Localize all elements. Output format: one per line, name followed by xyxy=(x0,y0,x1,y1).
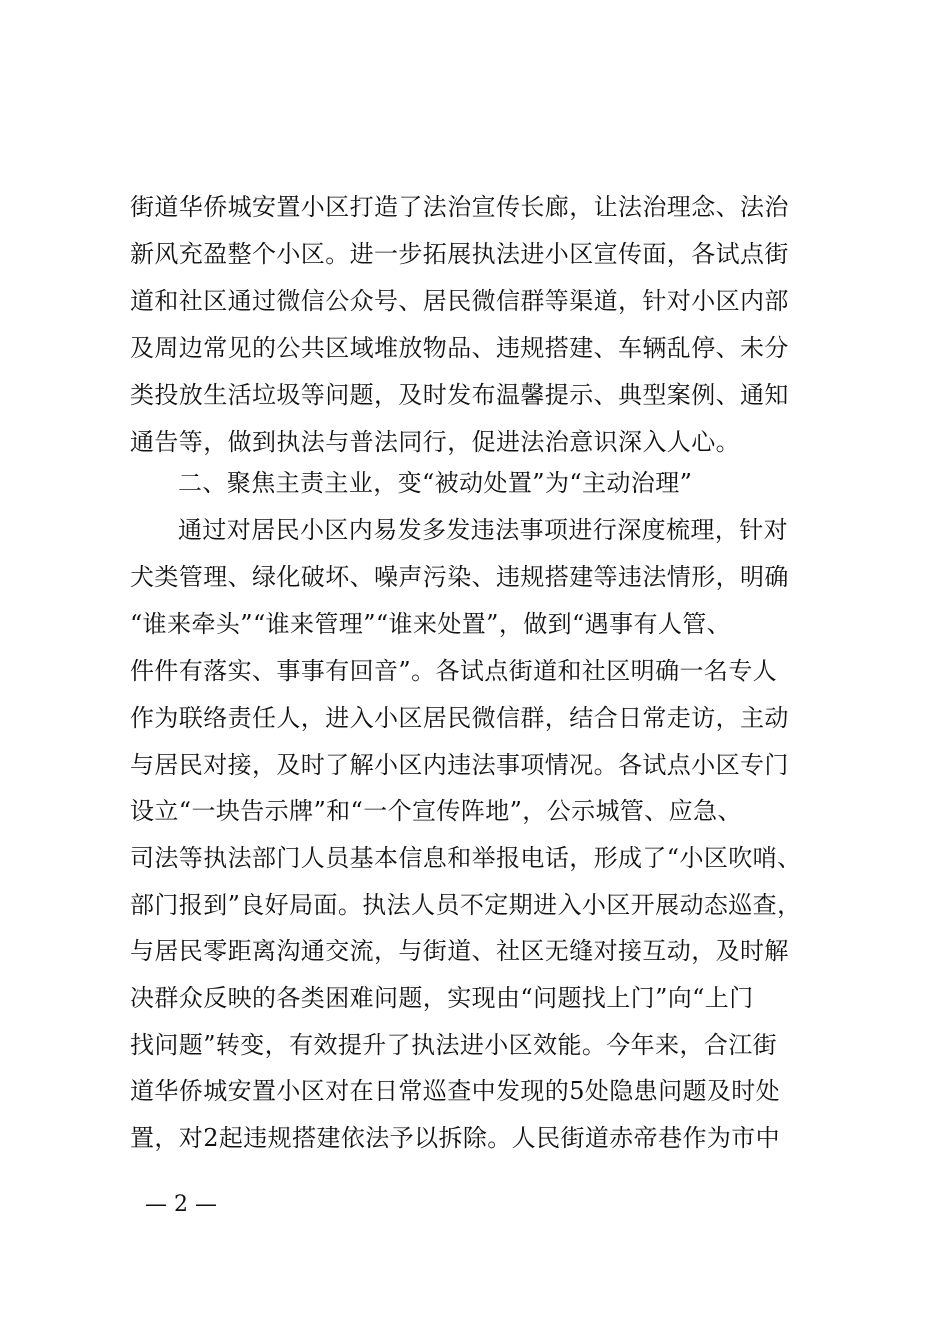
paragraph-line: 通过对居民小区内易发多发违法事项进行深度梳理，针对 xyxy=(178,516,788,544)
paragraph-line: “谁来牵头”“谁来管理”“谁来处置”，做到“遇事有人管、 xyxy=(130,610,732,638)
paragraph-line: 新风充盈整个小区。进一步拓展执法进小区宣传面，各试点街 xyxy=(130,240,789,268)
paragraph-line: 通告等，做到执法与普法同行，促进法治意识深入人心。 xyxy=(130,428,740,456)
paragraph-line: 及周边常见的公共区域堆放物品、违规搭建、车辆乱停、未分 xyxy=(130,334,789,362)
paragraph-line: 置，对2起违规搭建依法予以拆除。人民街道赤帝巷作为市中 xyxy=(130,1124,781,1152)
paragraph-line: 类投放生活垃圾等问题，及时发布温馨提示、典型案例、通知 xyxy=(130,381,789,409)
paragraph-line: 作为联络责任人，进入小区居民微信群，结合日常走访，主动 xyxy=(130,704,789,732)
paragraph-line: 设立“一块告示牌”和“一个宣传阵地”，公示城管、应急、 xyxy=(130,797,742,825)
paragraph-line: 道和社区通过微信公众号、居民微信群等渠道，针对小区内部 xyxy=(130,287,789,315)
section-heading: 二、聚焦主责主业，变“被动处置”为“主动治理” xyxy=(178,469,693,497)
paragraph-line: 街道华侨城安置小区打造了法治宣传长廊，让法治理念、法治 xyxy=(130,193,789,221)
paragraph-line: 与居民零距离沟通交流，与街道、社区无缝对接互动，及时解 xyxy=(130,937,789,965)
paragraph-line: 司法等执法部门人员基本信息和举报电话，形成了“小区吹哨、 xyxy=(130,844,802,872)
paragraph-line: 决群众反映的各类困难问题，实现由“问题找上门”向“上门 xyxy=(130,984,754,1012)
paragraph-line: 犬类管理、绿化破坏、噪声污染、违规搭建等违法情形，明确 xyxy=(130,563,789,591)
paragraph-line: 件件有落实、事事有回音”。各试点街道和社区明确一名专人 xyxy=(130,657,778,685)
paragraph-line: 部门报到”良好局面。执法人员不定期进入小区开展动态巡查， xyxy=(130,891,802,919)
page-number: — 2 — xyxy=(145,1192,217,1217)
paragraph-line: 与居民对接，及时了解小区内违法事项情况。各试点小区专门 xyxy=(130,751,789,779)
paragraph-line: 找问题”转变，有效提升了执法进小区效能。今年来，合江街 xyxy=(130,1031,778,1059)
paragraph-line: 道华侨城安置小区对在日常巡查中发现的5处隐患问题及时处 xyxy=(130,1077,781,1105)
